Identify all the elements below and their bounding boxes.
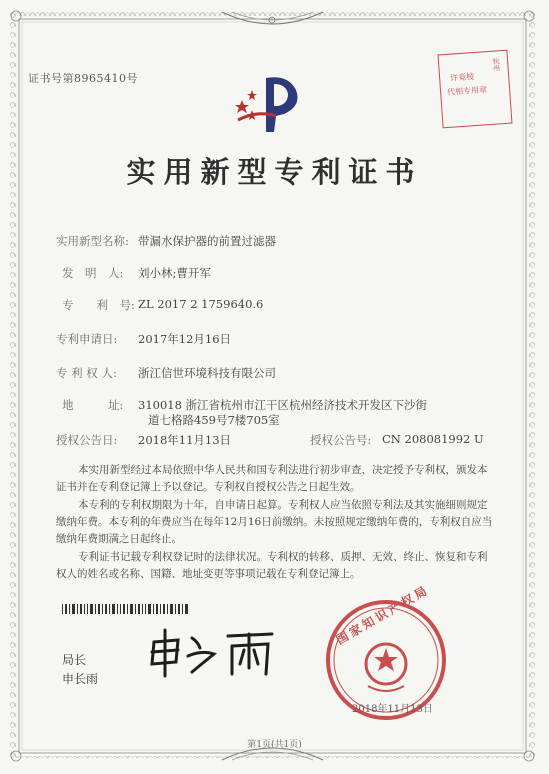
barcode — [62, 604, 190, 614]
inventor-value: 刘小林;曹开军 — [138, 266, 211, 280]
address-line-1: 310018 浙江省杭州市江干区杭州经济技术开发区下沙街 — [138, 398, 428, 412]
utility-model-name-value: 带漏水保护器的前置过滤器 — [138, 234, 276, 248]
inventor-label: 发 明 人: — [62, 266, 124, 280]
patent-number-value: ZL 2017 2 1759640.6 — [138, 297, 264, 311]
director-title: 局长 — [62, 653, 87, 667]
paragraph-grant: 本实用新型经过本局依照中华人民共和国专利法进行初步审查，决定授予专利权，颁发本证书并在专利登记簿上予以登记。专利权自授权公告之日起生效。 — [56, 464, 488, 493]
agency-stamp-outer: 杭州 — [491, 57, 501, 72]
filing-date-value: 2017年12月16日 — [138, 332, 232, 346]
address-label: 地 址: — [62, 398, 124, 412]
certificate-number: 证书号第8965410号 — [28, 72, 138, 85]
agency-stamp-line-2: 代相专用章 — [446, 85, 488, 97]
announcement-date-value: 2018年11月13日 — [138, 433, 232, 447]
agency-stamp-line-1: 许竟棱 — [449, 72, 475, 83]
director-signature — [148, 628, 278, 678]
paragraph-legal-status: 专利证书记载专利权登记时的法律状况。专利权的转移、质押、无效、终止、恢复和专利权人的姓名或名称、国籍、地址变更等事项记载在专利登记簿上。 — [56, 551, 488, 580]
agency-stamp — [438, 50, 513, 129]
filing-date-label: 专利申请日: — [56, 332, 118, 346]
patent-number-label: 专 利 号: — [62, 298, 135, 312]
patentee-label: 专 利 权 人: — [56, 366, 117, 380]
certificate-title: 实用新型专利证书 — [126, 155, 423, 189]
announcement-number-label: 授权公告号: — [310, 433, 372, 447]
director-name: 申长雨 — [62, 672, 99, 686]
paragraph-term: 本专利的专利权期限为十年，自申请日起算。专利权人应当依照专利法及其实施细则规定缴纳年费。本专利的年费应当在每年12月16日前缴纳。未按照规定缴纳年费的，专利权自应当缴纳年费期满之日起终止。 — [56, 499, 493, 545]
patentee-value: 浙江信世环境科技有限公司 — [138, 366, 276, 380]
address-line-2: 道七格路459号7楼705室 — [148, 413, 280, 427]
seal-date: 2018年11月13日 — [352, 704, 433, 715]
announcement-number-value: CN 208081992 U — [382, 432, 484, 446]
page-footer: 第1页(共1页) — [247, 740, 302, 750]
seal-ring-text: 国家知识产权局 — [333, 582, 432, 648]
utility-model-name-label: 实用新型名称: — [56, 234, 129, 248]
announcement-date-label: 授权公告日: — [56, 433, 118, 447]
sipo-logo-icon — [228, 70, 318, 136]
